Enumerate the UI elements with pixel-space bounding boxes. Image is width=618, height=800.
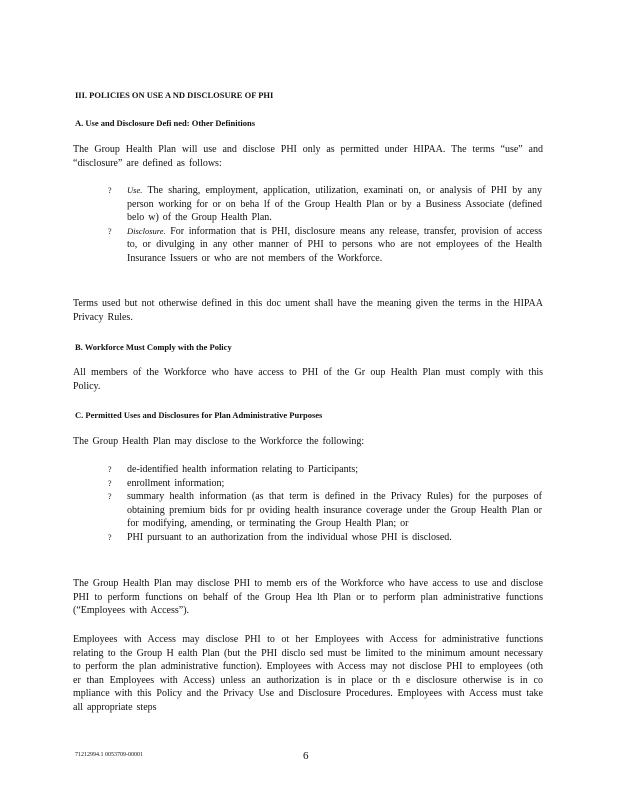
bullet-mark: ?	[108, 492, 112, 501]
list-item-disclosure	[108, 225, 542, 266]
term-use: Use.	[127, 185, 143, 195]
list-item-use	[108, 184, 542, 225]
list-item-text: summary health information (as that term is defined in the Privacy Rules) for the purposes of obtaining premium bids for pr oviding health insurance coverage under the Group Health Plan or for modifying, amending, or terminating the Group Health Plan; or	[127, 491, 542, 529]
list-item-text: enrollment information;	[127, 477, 225, 489]
list-item	[108, 477, 542, 491]
paragraph-b: All members of the Workforce who have access to PHI of the Gr oup Health Plan must comply with this Policy.	[73, 367, 543, 392]
paragraph-a-intro: The Group Health Plan will use and disclose PHI only as permitted under HIPAA. The terms “use” and “disclosure” are defined as follows:	[73, 144, 543, 169]
permitted-disclosures-list	[108, 463, 542, 544]
paragraph-c-employees-with-access: The Group Health Plan may disclose PHI to memb ers of the Workforce who have access to use and disclose PHI to perform functions on behalf of the Group Hea lth Plan or to perform plan administrative functions (“Employees with Access”).	[73, 578, 543, 616]
list-item-text: PHI pursuant to an authorization from the individual whose PHI is disclosed.	[127, 531, 452, 543]
paragraph-c-intro: The Group Health Plan may disclose to the Workforce the following:	[73, 436, 365, 447]
term-disclosure: Disclosure.	[127, 225, 166, 236]
heading-a: A. Use and Disclosure Defi ned: Other Definitions	[75, 118, 256, 128]
definition-use: The sharing, employment, application, utilization, examinati on, or analysis of PHI by any person working for or on beha lf of the Group Health Plan or by a Business Associate (defined belo w) of the Group Health Plan.	[127, 185, 542, 223]
bullet-mark: ?	[108, 478, 112, 488]
definition-disclosure: For information that is PHI, disclosure means any release, transfer, provision of access to, or divulging in any other manner of PHI to persons who are not employees of the Health Insurance Issuers or who are not members of the Workforce.	[127, 225, 542, 264]
page-number: 6	[303, 750, 309, 762]
list-item-text: de-identified health information relating to Participants;	[127, 464, 359, 475]
section-title: III. POLICIES ON USE A ND DISCLOSURE OF PHI	[75, 90, 274, 100]
heading-c: C. Permitted Uses and Disclosures for Plan Administrative Purposes	[75, 410, 323, 420]
bullet-mark: ?	[108, 186, 112, 195]
bullet-mark: ?	[108, 532, 112, 542]
document-id: 71212994.1 0053709-00001	[75, 752, 143, 758]
list-item	[108, 490, 542, 531]
paragraph-c-permitted-disclosures: Employees with Access may disclose PHI to ot her Employees with Access for administrative functions relating to the Group H ealth Plan (but the PHI disclo sed must be limited to the minimum amount necessary to perform the plan administrative function). Employees with Access may not disclose PHI to employees (oth er than Employees with Access) unless an authorization is in place or th e disclosure otherwise is in co mpliance with this Policy and the Privacy Use and Disclosure Procedures. Employees with Access must take all appropriate steps	[73, 634, 543, 713]
bullet-mark: ?	[108, 226, 112, 236]
definition-list	[108, 184, 542, 265]
list-item	[108, 531, 542, 545]
bullet-mark: ?	[108, 465, 112, 474]
heading-b: B. Workforce Must Comply with the Policy	[75, 342, 232, 352]
paragraph-a-closing: Terms used but not otherwise defined in this doc ument shall have the meaning given the terms in the HIPAA Privacy Rules.	[73, 298, 543, 323]
list-item	[108, 463, 542, 477]
